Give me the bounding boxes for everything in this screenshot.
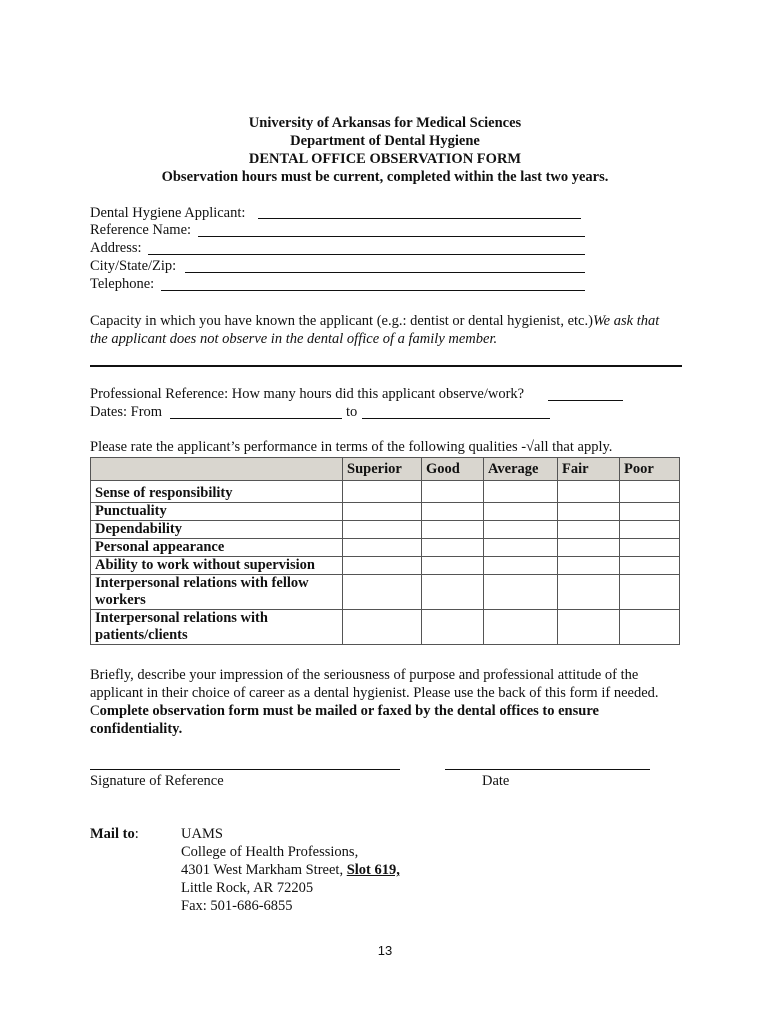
impression-bold-note: omplete observation form must be mailed or faxed by the dental offices to ensure confidentiality.: [90, 703, 599, 737]
rating-cell[interactable]: [422, 521, 484, 539]
rating-cell[interactable]: [343, 503, 422, 521]
rating-cell[interactable]: [484, 557, 558, 575]
table-row: [91, 481, 680, 503]
quality-label: Dependability: [91, 521, 343, 539]
date-field[interactable]: [445, 769, 650, 770]
rating-cell[interactable]: [620, 503, 680, 521]
rating-header-row: [91, 458, 680, 481]
rating-cell[interactable]: [422, 575, 484, 610]
mail-line-1: UAMS: [181, 826, 223, 842]
telephone-field[interactable]: [161, 290, 585, 291]
rating-cell[interactable]: [558, 503, 620, 521]
table-row: [91, 575, 680, 610]
address-label: Address:: [90, 240, 142, 256]
form-title: DENTAL OFFICE OBSERVATION FORM: [248, 151, 522, 167]
column-poor: Poor: [620, 458, 680, 481]
rating-cell[interactable]: [620, 539, 680, 557]
table-row: [91, 503, 680, 521]
applicant-label: Dental Hygiene Applicant:: [90, 205, 246, 221]
page-number: 13: [377, 943, 393, 958]
applicant-field[interactable]: [258, 218, 581, 219]
mail-line-4: Little Rock, AR 72205: [181, 880, 314, 896]
address-field[interactable]: [148, 254, 585, 255]
rating-cell[interactable]: [558, 557, 620, 575]
rating-cell[interactable]: [484, 503, 558, 521]
capacity-text: Capacity in which you have known the applicant (e.g.: dentist or dental hygienist, etc.): [90, 313, 593, 329]
rating-cell[interactable]: [558, 610, 620, 645]
dates-from-label: Dates: From: [90, 404, 163, 420]
mail-to-label: Mail to:: [90, 826, 139, 842]
rating-cell[interactable]: [484, 521, 558, 539]
rating-table: [90, 457, 680, 645]
rating-cell[interactable]: [620, 610, 680, 645]
rating-cell[interactable]: [422, 539, 484, 557]
rating-cell[interactable]: [620, 481, 680, 503]
slot-number: Slot 619,: [346, 862, 400, 878]
quality-column-header: [91, 458, 343, 481]
rating-cell[interactable]: [620, 575, 680, 610]
column-fair: Fair: [558, 458, 620, 481]
hours-question: Professional Reference: How many hours did this applicant observe/work?: [90, 386, 525, 402]
table-row: [91, 610, 680, 645]
rating-cell[interactable]: [620, 521, 680, 539]
department-name: Department of Dental Hygiene: [290, 133, 480, 149]
reference-name-label: Reference Name:: [90, 222, 192, 238]
fax-number: Fax: 501-686-6855: [181, 898, 293, 914]
rating-cell[interactable]: [484, 575, 558, 610]
rating-cell[interactable]: [422, 557, 484, 575]
rating-cell[interactable]: [343, 557, 422, 575]
telephone-label: Telephone:: [90, 276, 155, 292]
dates-to-field[interactable]: [362, 418, 550, 419]
table-row: [91, 539, 680, 557]
column-good: Good: [422, 458, 484, 481]
dates-to-label: to: [346, 404, 358, 420]
rating-cell[interactable]: [558, 539, 620, 557]
dates-from-field[interactable]: [170, 418, 342, 419]
university-name: University of Arkansas for Medical Sciences: [248, 115, 522, 131]
table-row: [91, 557, 680, 575]
capacity-italic-note: We ask that the applicant does not observe in the dental office of a family member.: [90, 313, 660, 347]
rating-instruction: Please rate the applicant’s performance in terms of the following qualities -√all that apply.: [90, 439, 613, 455]
rating-cell[interactable]: [484, 481, 558, 503]
rating-cell[interactable]: [422, 503, 484, 521]
impression-paragraph: [90, 666, 678, 738]
quality-label: Sense of responsibility: [91, 481, 343, 503]
hours-field[interactable]: [548, 400, 623, 401]
rating-cell[interactable]: [558, 521, 620, 539]
mail-line-3: 4301 West Markham Street, Slot 619,: [181, 862, 400, 878]
rating-cell[interactable]: [422, 610, 484, 645]
rating-cell[interactable]: [484, 539, 558, 557]
rating-cell[interactable]: [558, 481, 620, 503]
impression-text: Briefly, describe your impression of the seriousness of purpose and professional attitude of the applicant in their choice of career as a dental hygienist. Please use the back of this form if needed. C: [90, 667, 659, 719]
mail-line-2: College of Health Professions,: [181, 844, 359, 860]
column-superior: Superior: [343, 458, 422, 481]
rating-cell[interactable]: [343, 575, 422, 610]
quality-label: Ability to work without supervision: [91, 557, 343, 575]
rating-cell[interactable]: [484, 610, 558, 645]
date-label: Date: [482, 773, 510, 789]
quality-label: Personal appearance: [91, 539, 343, 557]
column-average: Average: [484, 458, 558, 481]
quality-label: Interpersonal relations with fellow workers: [91, 575, 343, 610]
capacity-paragraph: [90, 312, 675, 348]
currency-note: Observation hours must be current, completed within the last two years.: [161, 169, 609, 185]
city-state-zip-label: City/State/Zip:: [90, 258, 177, 274]
rating-cell[interactable]: [558, 575, 620, 610]
rating-cell[interactable]: [343, 481, 422, 503]
reference-name-field[interactable]: [198, 236, 585, 237]
quality-label: Punctuality: [91, 503, 343, 521]
quality-label: Interpersonal relations with patients/clients: [91, 610, 343, 645]
signature-field[interactable]: [90, 769, 400, 770]
table-row: [91, 521, 680, 539]
signature-label: Signature of Reference: [90, 773, 224, 789]
rating-cell[interactable]: [343, 521, 422, 539]
rating-cell[interactable]: [620, 557, 680, 575]
section-divider: [90, 365, 682, 367]
rating-cell[interactable]: [422, 481, 484, 503]
rating-cell[interactable]: [343, 610, 422, 645]
rating-cell[interactable]: [343, 539, 422, 557]
city-state-zip-field[interactable]: [185, 272, 585, 273]
